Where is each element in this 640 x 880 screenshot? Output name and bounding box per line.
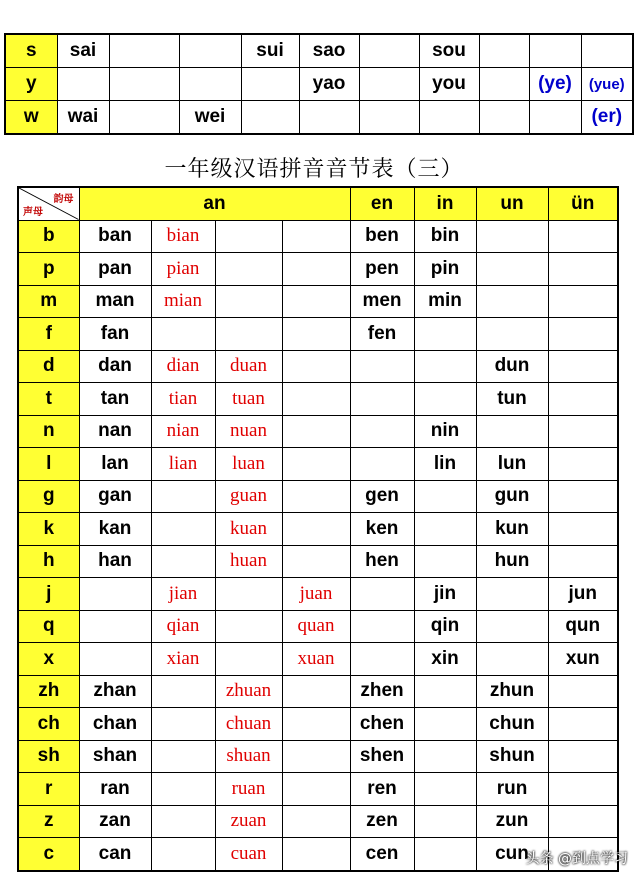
syllable-cell: dan xyxy=(79,350,151,383)
syllable-cell xyxy=(282,838,350,871)
syllable-cell: fan xyxy=(79,318,151,351)
syllable-cell: shan xyxy=(79,740,151,773)
syllable-cell xyxy=(350,578,414,611)
syllable-cell: xian xyxy=(151,643,215,676)
syllable-cell: cuan xyxy=(215,838,282,871)
syllable-cell: men xyxy=(350,285,414,318)
syllable-cell: huan xyxy=(215,545,282,578)
top-table-row xyxy=(5,34,633,68)
syllable-cell xyxy=(151,513,215,546)
syllable-cell xyxy=(548,805,618,838)
syllable-cell: run xyxy=(476,773,548,806)
syllable-cell: nan xyxy=(79,415,151,448)
syllable-cell xyxy=(548,448,618,481)
table-row xyxy=(18,318,618,351)
syllable-cell: pen xyxy=(350,253,414,286)
syllable-cell xyxy=(215,285,282,318)
syllable-cell: ban xyxy=(79,220,151,253)
top-table-row xyxy=(5,68,633,101)
syllable-cell: quan xyxy=(282,610,350,643)
initial-cell: s xyxy=(5,34,57,68)
syllable-cell xyxy=(548,383,618,416)
table-row xyxy=(18,448,618,481)
table-row xyxy=(18,285,618,318)
syllable-cell xyxy=(282,740,350,773)
initial-cell: sh xyxy=(18,740,79,773)
table-row xyxy=(18,805,618,838)
table-row xyxy=(18,383,618,416)
syllable-cell: lin xyxy=(414,448,476,481)
syllable-cell xyxy=(282,253,350,286)
syllable-cell: zhan xyxy=(79,675,151,708)
syllable-cell xyxy=(350,415,414,448)
syllable-cell: chen xyxy=(350,708,414,741)
syllable-cell xyxy=(414,545,476,578)
syllable-cell: qin xyxy=(414,610,476,643)
syllable-cell xyxy=(282,415,350,448)
syllable-cell xyxy=(529,101,581,135)
syllable-cell: sou xyxy=(419,34,479,68)
syllable-cell xyxy=(282,545,350,578)
syllable-cell: zen xyxy=(350,805,414,838)
syllable-cell xyxy=(282,350,350,383)
syllable-cell: bin xyxy=(414,220,476,253)
syllable-cell xyxy=(414,805,476,838)
syllable-cell: cen xyxy=(350,838,414,871)
table-row xyxy=(18,513,618,546)
syllable-cell: you xyxy=(419,68,479,101)
syllable-cell xyxy=(548,318,618,351)
syllable-cell xyxy=(581,34,633,68)
syllable-cell xyxy=(241,101,299,135)
syllable-cell: qun xyxy=(548,610,618,643)
syllable-cell: (ye) xyxy=(529,68,581,101)
page-title: 一年级汉语拼音音节表（三） xyxy=(164,157,464,182)
syllable-cell: gun xyxy=(476,480,548,513)
table-row xyxy=(18,415,618,448)
syllable-cell xyxy=(179,68,241,101)
syllable-cell xyxy=(215,643,282,676)
syllable-cell xyxy=(548,708,618,741)
syllable-cell xyxy=(548,285,618,318)
syllable-cell xyxy=(414,773,476,806)
table-row xyxy=(18,708,618,741)
syllable-cell: nuan xyxy=(215,415,282,448)
syllable-cell xyxy=(215,318,282,351)
syllable-cell xyxy=(282,383,350,416)
initial-cell: n xyxy=(18,415,79,448)
syllable-cell xyxy=(282,220,350,253)
syllable-cell: lian xyxy=(151,448,215,481)
initial-cell: m xyxy=(18,285,79,318)
syllable-cell: zan xyxy=(79,805,151,838)
syllable-cell xyxy=(529,34,581,68)
syllable-cell xyxy=(215,253,282,286)
syllable-cell xyxy=(548,675,618,708)
table-row xyxy=(18,480,618,513)
syllable-cell xyxy=(548,513,618,546)
syllable-cell xyxy=(479,68,529,101)
table-row xyxy=(18,578,618,611)
syllable-cell: (er) xyxy=(581,101,633,135)
syllable-cell xyxy=(151,838,215,871)
syllable-cell: zhen xyxy=(350,675,414,708)
initial-cell: l xyxy=(18,448,79,481)
initial-cell: b xyxy=(18,220,79,253)
header-un: un xyxy=(476,187,548,220)
syllable-cell: shen xyxy=(350,740,414,773)
syllable-cell xyxy=(476,610,548,643)
top-table-row xyxy=(5,101,633,135)
syllable-cell: han xyxy=(79,545,151,578)
initial-cell: x xyxy=(18,643,79,676)
syllable-cell xyxy=(548,480,618,513)
initial-cell: c xyxy=(18,838,79,871)
table-row xyxy=(18,220,618,253)
watermark: 头条 @到点学习 xyxy=(525,851,628,867)
syllable-cell xyxy=(215,220,282,253)
header-in: in xyxy=(414,187,476,220)
syllable-cell xyxy=(109,101,179,135)
syllable-cell: jun xyxy=(548,578,618,611)
syllable-cell: shun xyxy=(476,740,548,773)
syllable-cell: min xyxy=(414,285,476,318)
syllable-cell xyxy=(299,101,359,135)
syllable-cell xyxy=(179,34,241,68)
syllable-cell: duan xyxy=(215,350,282,383)
initial-cell: h xyxy=(18,545,79,578)
syllable-cell xyxy=(350,448,414,481)
syllable-cell xyxy=(350,383,414,416)
syllable-cell xyxy=(215,610,282,643)
syllable-cell: kun xyxy=(476,513,548,546)
syllable-cell xyxy=(414,675,476,708)
syllable-cell xyxy=(282,285,350,318)
syllable-cell xyxy=(476,578,548,611)
syllable-cell: jin xyxy=(414,578,476,611)
syllable-cell xyxy=(151,675,215,708)
syllable-cell xyxy=(476,643,548,676)
syllable-cell: ren xyxy=(350,773,414,806)
syllable-cell: xuan xyxy=(282,643,350,676)
syllable-cell xyxy=(151,805,215,838)
syllable-cell: kan xyxy=(79,513,151,546)
syllable-cell: tan xyxy=(79,383,151,416)
table-row xyxy=(18,545,618,578)
syllable-cell: can xyxy=(79,838,151,871)
syllable-cell xyxy=(241,68,299,101)
syllable-cell xyxy=(151,545,215,578)
syllable-cell xyxy=(414,318,476,351)
syllable-cell xyxy=(414,740,476,773)
syllable-cell: zuan xyxy=(215,805,282,838)
syllable-cell: hun xyxy=(476,545,548,578)
syllable-cell: lan xyxy=(79,448,151,481)
syllable-cell xyxy=(414,350,476,383)
syllable-cell xyxy=(350,350,414,383)
syllable-cell: cun xyxy=(476,838,548,871)
syllable-cell: luan xyxy=(215,448,282,481)
syllable-cell: yao xyxy=(299,68,359,101)
syllable-cell xyxy=(548,545,618,578)
syllable-cell xyxy=(414,513,476,546)
syllable-cell: guan xyxy=(215,480,282,513)
table-row xyxy=(18,773,618,806)
initial-label: 声母 xyxy=(23,206,43,218)
syllable-cell xyxy=(151,708,215,741)
syllable-cell: sao xyxy=(299,34,359,68)
syllable-cell: bian xyxy=(151,220,215,253)
syllable-cell: chuan xyxy=(215,708,282,741)
syllable-cell: ran xyxy=(79,773,151,806)
syllable-cell xyxy=(282,675,350,708)
syllable-cell xyxy=(215,578,282,611)
syllable-cell: chan xyxy=(79,708,151,741)
syllable-cell xyxy=(350,643,414,676)
syllable-cell: ben xyxy=(350,220,414,253)
header-an: an xyxy=(79,187,350,220)
syllable-cell xyxy=(479,101,529,135)
syllable-cell: fen xyxy=(350,318,414,351)
initial-cell: f xyxy=(18,318,79,351)
syllable-cell: tuan xyxy=(215,383,282,416)
table-row xyxy=(18,253,618,286)
syllable-cell xyxy=(476,253,548,286)
syllable-cell: man xyxy=(79,285,151,318)
syllable-cell xyxy=(414,838,476,871)
syllable-cell xyxy=(414,383,476,416)
syllable-cell xyxy=(282,805,350,838)
initial-cell: zh xyxy=(18,675,79,708)
syllable-cell: chun xyxy=(476,708,548,741)
syllable-cell: kuan xyxy=(215,513,282,546)
initial-cell: p xyxy=(18,253,79,286)
syllable-cell: nin xyxy=(414,415,476,448)
syllable-cell xyxy=(476,318,548,351)
syllable-cell: juan xyxy=(282,578,350,611)
header-v-un: ün xyxy=(548,187,618,220)
syllable-cell: jian xyxy=(151,578,215,611)
syllable-cell xyxy=(476,285,548,318)
syllable-cell xyxy=(151,740,215,773)
syllable-cell xyxy=(79,578,151,611)
syllable-cell xyxy=(151,318,215,351)
syllable-cell xyxy=(359,101,419,135)
syllable-table xyxy=(17,186,619,872)
syllable-cell xyxy=(282,708,350,741)
initial-cell: t xyxy=(18,383,79,416)
syllable-cell xyxy=(548,253,618,286)
syllable-cell xyxy=(476,220,548,253)
syllable-cell: pan xyxy=(79,253,151,286)
syllable-cell xyxy=(548,415,618,448)
initial-cell: y xyxy=(5,68,57,101)
syllable-cell: (yue) xyxy=(581,68,633,101)
syllable-cell xyxy=(476,415,548,448)
syllable-cell xyxy=(282,448,350,481)
syllable-cell: ken xyxy=(350,513,414,546)
syllable-cell xyxy=(419,101,479,135)
syllable-cell xyxy=(109,68,179,101)
top-syllable-table xyxy=(4,33,634,135)
syllable-cell: nian xyxy=(151,415,215,448)
syllable-cell xyxy=(414,708,476,741)
syllable-cell: gan xyxy=(79,480,151,513)
syllable-cell xyxy=(151,773,215,806)
syllable-cell: xun xyxy=(548,643,618,676)
initial-cell: j xyxy=(18,578,79,611)
syllable-cell: wai xyxy=(57,101,109,135)
syllable-cell xyxy=(548,773,618,806)
table-row xyxy=(18,350,618,383)
corner-cell xyxy=(18,187,79,220)
syllable-cell xyxy=(79,610,151,643)
syllable-cell xyxy=(479,34,529,68)
syllable-cell xyxy=(414,480,476,513)
initial-cell: ch xyxy=(18,708,79,741)
table-row xyxy=(18,740,618,773)
syllable-cell xyxy=(350,610,414,643)
syllable-cell: sui xyxy=(241,34,299,68)
syllable-cell: hen xyxy=(350,545,414,578)
initial-cell: r xyxy=(18,773,79,806)
syllable-cell xyxy=(282,318,350,351)
syllable-cell xyxy=(79,643,151,676)
syllable-cell: dian xyxy=(151,350,215,383)
syllable-cell: tun xyxy=(476,383,548,416)
syllable-cell: zhun xyxy=(476,675,548,708)
header-row xyxy=(18,187,618,220)
syllable-cell xyxy=(151,480,215,513)
syllable-cell: lun xyxy=(476,448,548,481)
syllable-cell xyxy=(282,480,350,513)
header-en: en xyxy=(350,187,414,220)
initial-cell: z xyxy=(18,805,79,838)
syllable-cell: zhuan xyxy=(215,675,282,708)
syllable-cell: tian xyxy=(151,383,215,416)
syllable-cell xyxy=(57,68,109,101)
syllable-cell: gen xyxy=(350,480,414,513)
syllable-cell xyxy=(548,740,618,773)
syllable-cell: xin xyxy=(414,643,476,676)
syllable-cell xyxy=(109,34,179,68)
initial-cell: w xyxy=(5,101,57,135)
syllable-cell xyxy=(548,350,618,383)
syllable-cell: shuan xyxy=(215,740,282,773)
syllable-cell: sai xyxy=(57,34,109,68)
syllable-cell xyxy=(282,513,350,546)
syllable-cell: zun xyxy=(476,805,548,838)
initial-cell: k xyxy=(18,513,79,546)
syllable-cell xyxy=(359,68,419,101)
initial-cell: d xyxy=(18,350,79,383)
initial-cell: q xyxy=(18,610,79,643)
final-label: 韵母 xyxy=(53,194,74,205)
syllable-cell: mian xyxy=(151,285,215,318)
syllable-cell: dun xyxy=(476,350,548,383)
table-row xyxy=(18,610,618,643)
syllable-cell: pian xyxy=(151,253,215,286)
syllable-cell: qian xyxy=(151,610,215,643)
syllable-cell: ruan xyxy=(215,773,282,806)
syllable-cell: wei xyxy=(179,101,241,135)
syllable-cell xyxy=(359,34,419,68)
initial-cell: g xyxy=(18,480,79,513)
syllable-cell xyxy=(282,773,350,806)
syllable-cell: pin xyxy=(414,253,476,286)
table-row xyxy=(18,675,618,708)
syllable-cell xyxy=(548,220,618,253)
table-row xyxy=(18,643,618,676)
